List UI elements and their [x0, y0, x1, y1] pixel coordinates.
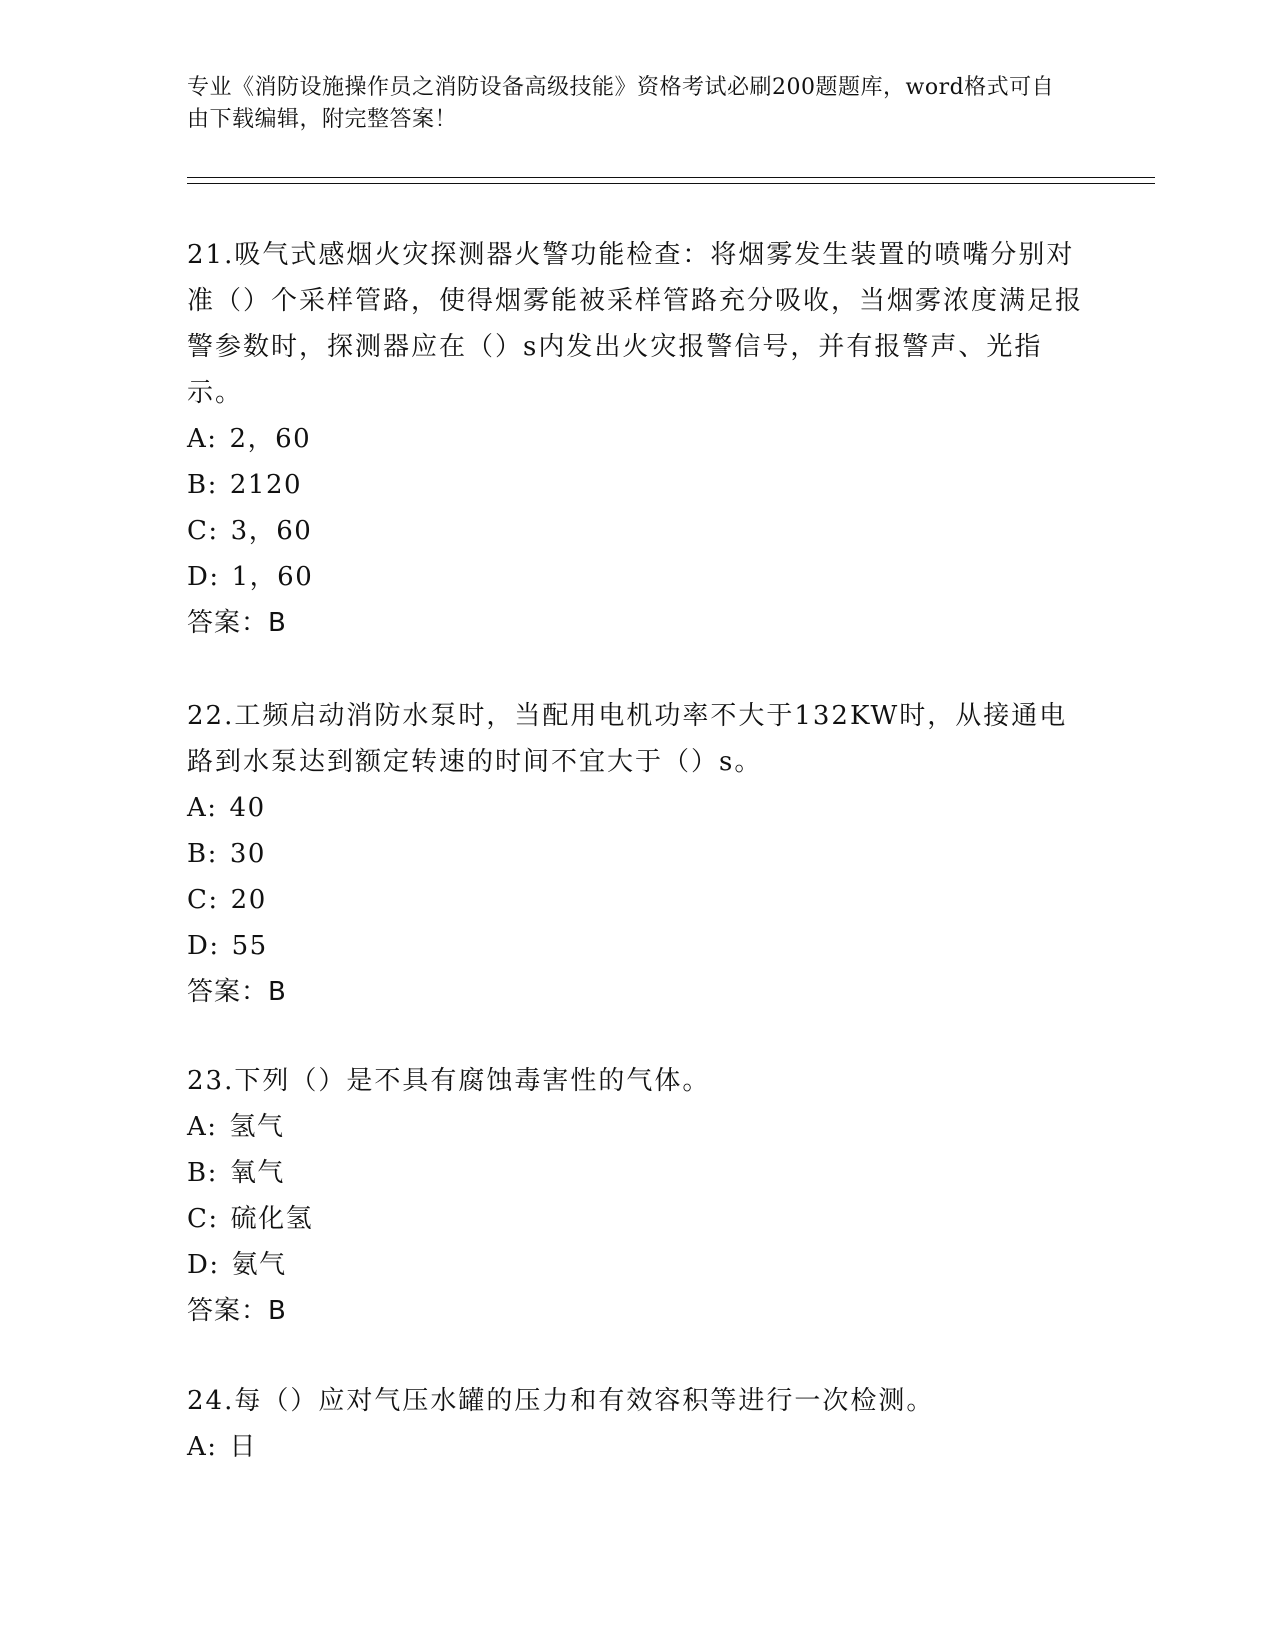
- option-d: [187, 923, 1087, 969]
- option-key: C: [187, 885, 209, 915]
- option-text: 2，60: [229, 424, 312, 454]
- option-c: [187, 877, 1087, 923]
- question-21: [187, 232, 1087, 646]
- option-separator: :: [207, 793, 218, 823]
- option-text: 1，60: [231, 562, 314, 592]
- option-text: 40: [229, 793, 266, 823]
- option-a: [187, 785, 1087, 831]
- option-key: A: [187, 793, 208, 823]
- option-text: 3，60: [230, 516, 313, 546]
- option-key: A: [187, 1432, 208, 1462]
- option-separator: :: [207, 1112, 218, 1142]
- option-d: [187, 554, 1087, 600]
- option-b: [187, 462, 1087, 508]
- option-text: 氢气: [229, 1112, 285, 1142]
- option-separator: :: [208, 516, 219, 546]
- answer-line: 答案：B: [187, 1296, 287, 1326]
- option-c: [187, 1196, 1087, 1242]
- option-key: D: [187, 562, 210, 592]
- question-23: [187, 1058, 1087, 1334]
- option-separator: :: [208, 1204, 219, 1234]
- document-header: 专业《消防设施操作员之消防设备高级技能》资格考试必刷200题题库，word格式可自由下载编辑，附完整答案！: [187, 75, 1055, 132]
- question-stem: 23.下列（）是不具有腐蚀毒害性的气体。: [187, 1066, 711, 1096]
- option-separator: :: [209, 931, 220, 961]
- option-key: C: [187, 516, 209, 546]
- option-key: D: [187, 1250, 210, 1280]
- answer-line: 答案：B: [187, 608, 287, 638]
- option-key: B: [187, 839, 208, 869]
- option-text: 硫化氢: [230, 1204, 314, 1234]
- option-key: B: [187, 470, 208, 500]
- option-key: B: [187, 1158, 208, 1188]
- option-a: [187, 1424, 1087, 1470]
- option-a: [187, 1104, 1087, 1150]
- option-text: 氧气: [229, 1158, 285, 1188]
- option-b: [187, 1150, 1087, 1196]
- option-separator: :: [209, 1250, 220, 1280]
- option-text: 30: [229, 839, 266, 869]
- option-text: 20: [230, 885, 267, 915]
- option-separator: :: [208, 885, 219, 915]
- option-separator: :: [207, 839, 218, 869]
- question-stem: 21.吸气式感烟火灾探测器火警功能检查：将烟雾发生装置的喷嘴分别对准（）个采样管路，使得烟雾能被采样管路充分吸收，当烟雾浓度满足报警参数时，探测器应在（）s内发出火灾报警信号，并有报警声、光指示。: [187, 240, 1084, 408]
- question-stem: 22.工频启动消防水泵时，当配用电机功率不大于132KW时，从接通电路到水泵达到额定转速的时间不宜大于（）s。: [187, 701, 1068, 777]
- question-24: [187, 1378, 1087, 1470]
- option-separator: :: [207, 424, 218, 454]
- answer-line: 答案：B: [187, 977, 287, 1007]
- option-b: [187, 831, 1087, 877]
- option-key: A: [187, 1112, 208, 1142]
- question-22: [187, 693, 1087, 1015]
- option-text: 日: [229, 1432, 258, 1462]
- option-key: D: [187, 931, 210, 961]
- option-separator: :: [207, 1432, 218, 1462]
- header-divider-bottom: [187, 183, 1155, 184]
- option-a: [187, 416, 1087, 462]
- question-stem: 24.每（）应对气压水罐的压力和有效容积等进行一次检测。: [187, 1386, 935, 1416]
- option-separator: :: [207, 1158, 218, 1188]
- option-separator: :: [209, 562, 220, 592]
- option-text: 氨气: [231, 1250, 287, 1280]
- option-key: C: [187, 1204, 209, 1234]
- option-key: A: [187, 424, 208, 454]
- option-c: [187, 508, 1087, 554]
- option-separator: :: [207, 470, 218, 500]
- option-text: 2120: [229, 470, 303, 500]
- option-d: [187, 1242, 1087, 1288]
- header-divider-top: [187, 177, 1155, 178]
- option-text: 55: [231, 931, 268, 961]
